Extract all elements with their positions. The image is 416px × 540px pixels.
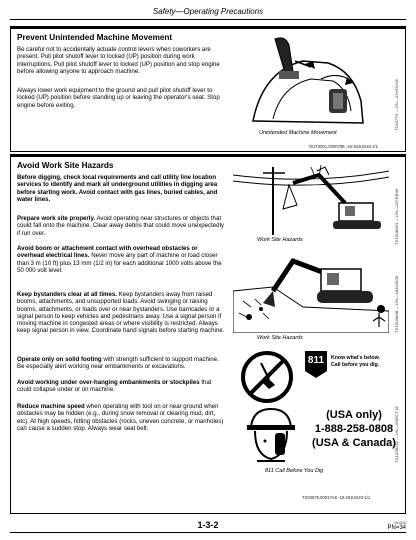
- paragraph-body: Avoid operating near structures or objects that could fall onto the machine. Clear away debris that could move unexpectedly if run over.: [17, 215, 224, 237]
- paragraph-lead: Reduce machine speed: [17, 403, 85, 410]
- paragraph-body: when operating with tool on or near ground when obstacles may be hidden (e.g., during snow removal or clearing mud, dirt, etc). At high speeds, hitting obstacles (rocks, uneven concrete, or manholes) can cause a sudden stop. Always wear seat belt.: [17, 403, 224, 432]
- worker-phone-icon: [237, 405, 301, 465]
- figure-caption: Unintended Machine Movement: [259, 130, 337, 136]
- paragraph: [17, 403, 225, 432]
- figure-caption: Work Site Hazards: [257, 335, 303, 341]
- section-prevent-unintended-movement: [10, 26, 406, 152]
- paragraph: [17, 215, 225, 237]
- phone-usa-canada: (USA & Canada): [312, 437, 396, 449]
- phone-usa-only: (USA only): [326, 409, 382, 421]
- footer-tiny-code: 041920: [394, 521, 406, 525]
- paragraph-lead: Keep bystanders clear at all times.: [17, 291, 117, 298]
- paragraph: Before digging, check local requirements and call utility line location services to identify and mark all underground utilities in digging area before starting work. Avoid contact with gas lines, buried cables, and water lines.: [17, 174, 218, 203]
- section-title: Avoid Work Site Hazards: [17, 161, 114, 170]
- document-code: TX03679,00017A8 -19-26JUN23-1/1: [302, 495, 371, 500]
- figure-code: TX1004848 —UN—18AUG06: [394, 275, 399, 333]
- paragraph-body: that could collapse under or on machine.: [17, 379, 212, 394]
- paragraph-lead: Operate only on solid footing: [17, 356, 102, 363]
- section-title: Prevent Unintended Machine Movement: [17, 33, 173, 42]
- excavator-slope-illustration: [233, 247, 389, 333]
- paragraph: [17, 291, 225, 335]
- paragraph-body: with strength sufficient to support machine. Be especially alert working near embankments or excavations.: [17, 356, 219, 371]
- page-header: Safety—Operating Precautions: [10, 6, 406, 20]
- figure-code: TX1038211 —UN—03OCT18: [394, 406, 399, 463]
- paragraph-body: Keep bystanders away from raised booms, attachments, and unsupported loads. Avoid swinging or raising booms, attachments, or loads over or near bystanders. Use barricades or a signal person to keep vehicles and pedestrians away. Use a signal person if moving machine in congested areas or where visibility is restricted. Always keep signal person in view. Coordinate hand signals before starting machine.: [17, 291, 225, 335]
- paragraph: [17, 245, 225, 274]
- section-avoid-work-site-hazards: [10, 154, 406, 514]
- page-reference: [387, 521, 406, 531]
- unintended-movement-illustration: [233, 31, 383, 129]
- figure-caption: 811 Call Before You Dig: [265, 468, 324, 474]
- pn-number: PN=34: [387, 525, 406, 531]
- document-code: OUT4001,0000786 -19-28JUN18-1/1: [309, 144, 378, 149]
- logo-811-slogan: [331, 355, 391, 369]
- power-line-hazard-illustration: [233, 163, 389, 235]
- page-number: 1-3-2: [197, 520, 219, 530]
- paragraph-lead: Prepare work site properly.: [17, 215, 96, 222]
- figure-code: T216776 —UN—22NOV05: [394, 78, 399, 131]
- logo-811-number: 811: [307, 355, 325, 366]
- paragraph-body: Never move any part of machine or load closer than 3 m (10 ft) plus 13 mm (1/2 in) for each additional 1000 volts above the 50 000 volt level.: [17, 252, 222, 274]
- phone-number: 1-888-258-0808: [314, 423, 394, 435]
- figure-caption: Work Site Hazards: [257, 237, 303, 243]
- logo-811-line2: Call before you dig.: [331, 362, 380, 368]
- paragraph: Always lower work equipment to the ground and pull pilot shutoff lever to locked (UP) position before standing up or leaving the operator's seat. Stop engine before exiting.: [17, 87, 220, 109]
- paragraph: Be careful not to accidentally actuate control levers when coworkers are present. Pull pilot shutoff lever to locked (UP) position during work interruptions. Pull pilot shutoff lever to locked (UP) position and stop engine before allowing anyone to approach machine.: [17, 46, 220, 75]
- paragraph: [17, 379, 225, 394]
- paragraph-lead: Avoid working under over-hanging embankments or stockpiles: [17, 379, 200, 386]
- figure-code: TX1008001 —UN—21FEB06: [394, 188, 399, 245]
- paragraph: [17, 356, 225, 371]
- footer-divider: [10, 532, 406, 533]
- paragraph-lead: Avoid boom or attachment contact with overhead obstacles or overhead electrical lines.: [17, 245, 198, 260]
- no-digging-shovel-icon: [239, 349, 297, 405]
- logo-811-line1: Know what's below.: [331, 355, 380, 361]
